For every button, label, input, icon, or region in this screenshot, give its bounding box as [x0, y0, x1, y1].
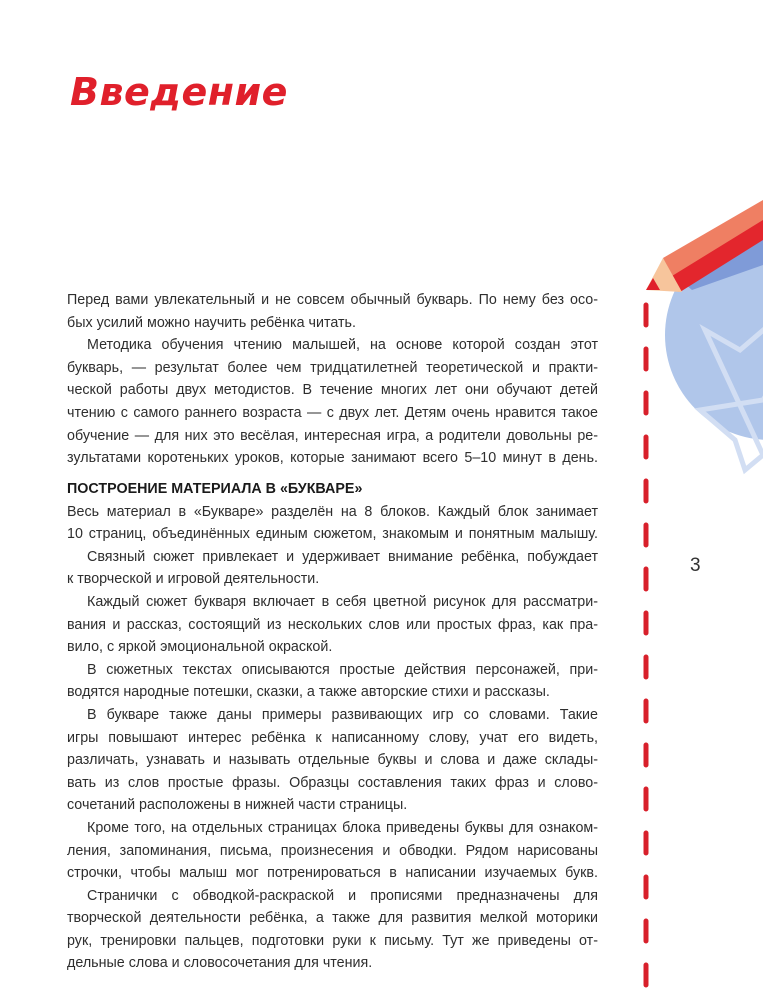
text-line: букварь, — результат более чем тридцатилетней теоретической и практи- — [67, 359, 598, 376]
text-line: игры повышают интерес ребёнка к написанному слову, учат его видеть, — [67, 729, 598, 746]
text-line: вания и рассказ, состоящий из нескольких слов или простых фраз, как пра- — [67, 616, 598, 633]
section — [67, 478, 598, 975]
text-line: Кроме того, на отдельных страницах блока приведены буквы для ознаком- — [87, 819, 598, 836]
text-line: сочетаний расположены в нижней части страницы. — [67, 797, 408, 814]
text-line: рук, тренировки пальцев, подготовки руки к письму. Тут же приведены от- — [67, 932, 598, 949]
text-line: водятся народные потешки, сказки, а также авторские стихи и рассказы. — [67, 684, 550, 701]
text-line: зультатами коротеньких уроков, которые занимают всего 5–10 минут в день. — [67, 450, 598, 467]
text-line: вать из слов простые фразы. Образцы составления таких фраз и слово- — [67, 774, 598, 791]
text-line: вило, с яркой эмоциональной окраской. — [67, 639, 333, 656]
text-line: Перед вами увлекательный и не совсем обычный букварь. По нему без осо- — [67, 292, 598, 308]
text-line: 10 страниц, объединённых единым сюжетом, знакомым и понятным малышу. — [67, 526, 598, 543]
text-line: ческой работы двух методистов. В течение многих лет они обучают детей — [67, 382, 598, 399]
text-line: В букваре также даны примеры развивающих игр со словами. Такие — [87, 706, 598, 723]
text-line: Странички с обводкой-раскраской и прописями предназначены для — [87, 887, 598, 904]
page-title: Введение — [70, 70, 288, 114]
text-line: чтению с самого раннего возраста — с двух лет. Детям очень нравится такое — [67, 404, 598, 421]
text-line: различать, узнавать и называть отдельные буквы и слова и даже склады- — [67, 752, 598, 769]
intro-text — [67, 289, 598, 470]
text-line: обучение — для них это весёлая, интересная игра, а родители довольны ре- — [67, 427, 598, 444]
text-line: Связный сюжет привлекает и удерживает внимание ребёнка, побуждает — [87, 548, 598, 565]
text-line: к творческой и игровой деятельности. — [67, 571, 320, 588]
text-line: ления, запоминания, письма, произнесения и обводки. Рядом нарисованы — [67, 842, 598, 859]
text-line: В сюжетных текстах описываются простые действия персонажей, при- — [87, 661, 598, 678]
text-line: Каждый сюжет букваря включает в себя цветной рисунок для рассматри- — [87, 593, 598, 610]
section-heading: ПОСТРОЕНИЕ МАТЕРИАЛА В «БУКВАРЕ» — [67, 481, 363, 497]
text-line: дельные слова и словосочетания для чтения. — [67, 955, 373, 972]
text-line: Весь материал в «Букваре» разделён на 8 блоков. Каждый блок занимает — [67, 503, 598, 520]
text-line: бых усилий можно научить ребёнка читать. — [67, 314, 356, 331]
text-line: Методика обучения чтению малышей, на основе которой создан этот — [87, 337, 598, 354]
text-line: строчки, чтобы малыш мог потренироваться в написании изучаемых букв. — [67, 865, 598, 882]
text-line: творческой деятельности ребёнка, а также для развития мелкой моторики — [67, 910, 598, 927]
page-number: 3 — [690, 555, 701, 576]
section-text — [67, 501, 598, 975]
